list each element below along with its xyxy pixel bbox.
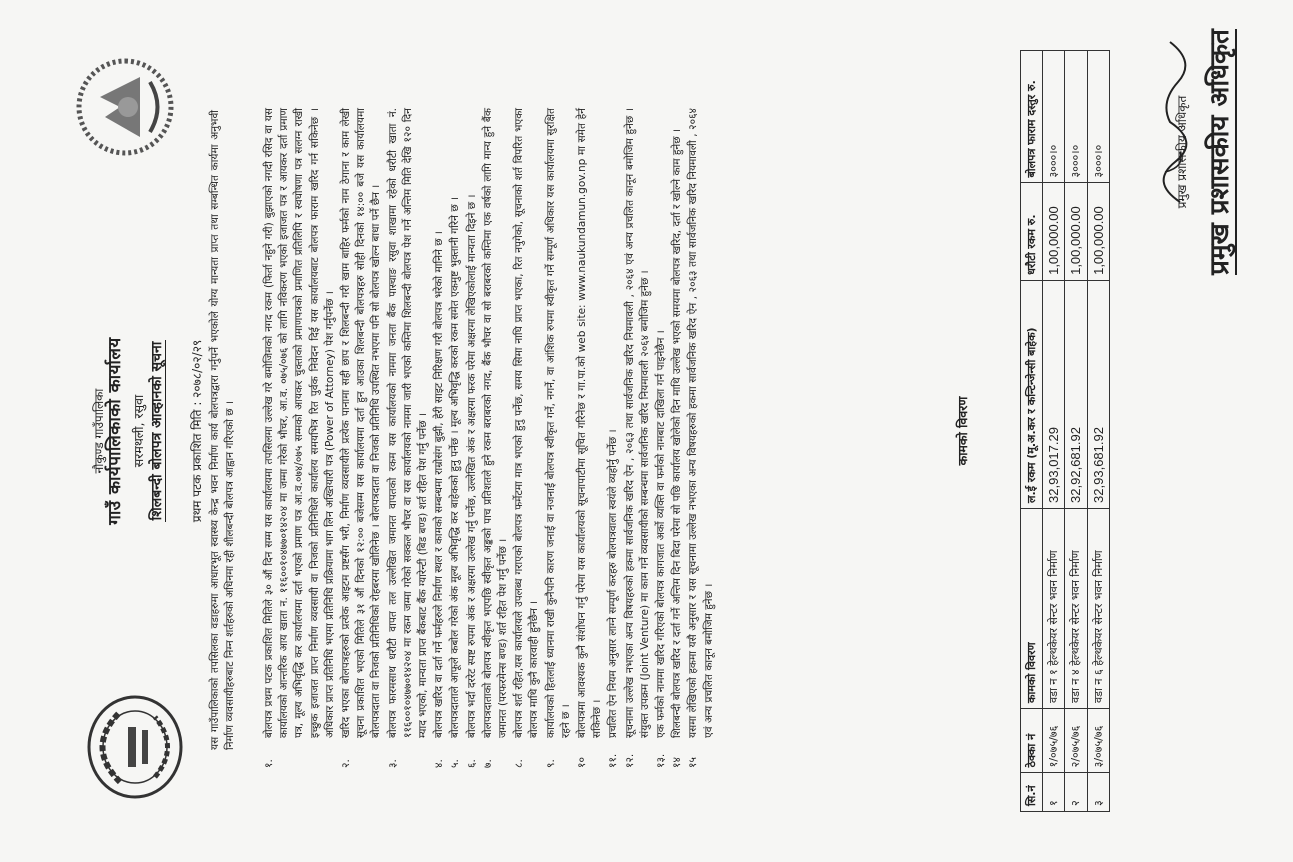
table-cell: 32,93,681.92 xyxy=(1087,280,1109,508)
table-cell: 32,92,681.92 xyxy=(1065,280,1087,508)
table-cell: ३०००।० xyxy=(1065,51,1087,183)
clause-item xyxy=(448,108,463,768)
clause-item xyxy=(544,108,574,768)
clause-item xyxy=(654,108,669,768)
table-cell: २/०७५/७६ xyxy=(1065,708,1087,772)
table-row xyxy=(1087,51,1109,812)
clause-text: बोलपत्र खरिद वा दर्ता गर्ने फर्महरुले निर्माण स्थल र कामको सम्बन्धमा राम्रोसंग बुझी, हेरी साइट निरिक्षण गरी बोलपत्र भरेको मानिने छ । xyxy=(433,231,446,738)
clause-item xyxy=(623,108,653,768)
clause-item xyxy=(262,108,338,768)
clause-text: बोलपत्र भर्दा दररेट स्पष्ट रुपमा अंक र अक्षरमा उल्लेख गर्नु पर्नेछ, उल्लेखित अंक र अक्षरमा फरक परेमा अक्षरमा लेखिएकोलाई मान्यता दिइने छ । xyxy=(465,194,478,738)
clause-text: खरिद भएका बोलपत्रहरुको प्रत्येक आइटम प्रष्टसँग भरी, निर्माण व्यवसायीले प्रत्येक पानामा सही छाप र शिलबन्दी गरी खाम बाहिर फर्मको नाम ठेगाना र काम लेखी सूचना प्रकाशित भएको मितिले ३१ औं दिनको १२:०० बजेसम्म यस कार्यालयमा दर्ता हुन आउका शिलबन्दी बोलपत्रहरु सोही दिनको १४:०० बजे यस कार्यालयमा बोलपत्रदाता वा निजको प्रतिनिधिको रोहबरमा खोलिनेछ । बोलपत्रदाता वा निजको प्रतिनिधि उपस्थित नभएमा पनि सो बोलपत्र खोल्न बाधा पर्ने छैन । xyxy=(340,108,383,738)
clause-text: बोलपत्र शर्त रहित,यस कार्यालयले उपलब्ध गराएको बोलपत्र फर्मेटमा मात्र भएको हुनु पर्नेछ, समय सिमा नाघि प्राप्त भएका, रित नपुगेको, सूचनाको शर्त विपरित भएका बोलपत्र माथि कुनै कारवाही हुनेछैन । xyxy=(513,108,541,738)
table-cell: १/०७५/७६ xyxy=(1043,708,1065,772)
table-cell: २ xyxy=(1065,773,1087,812)
clause-text: बोलपत्रमा आवश्यक कुनै संशोधन गर्नु परेमा यस कार्यालयको सूचनापाटीमा सूचित गरिनेछ र गा.पा.को web site: www.naukundamun.gov.np मा समेत हेर्न सकिनेछ । xyxy=(576,108,604,738)
column-header: धरौटी रकम रु. xyxy=(1021,183,1043,280)
clause-item xyxy=(481,108,511,768)
clauses-list xyxy=(262,108,718,768)
column-header: बोलपत्र फाराम दस्तुर रु. xyxy=(1021,51,1043,183)
clause-number: १४ xyxy=(671,757,684,768)
table-cell: वडा न ४ हेल्थकेयर सेन्टर भवन निर्माण xyxy=(1065,508,1087,708)
municipality-name: नौकुण्ड गाउँपालिका xyxy=(92,388,106,474)
clause-text: बोलपत्र प्रथम पटक प्रकाशित मितिले ३० औं दिन सम्म यस कार्यालयमा तपसिलमा उल्लेख गरे बमोजिमको नगद रकम (फिर्ता नहुने गरी) बुझाएको नगदी रसिद वा यस कार्यालयको आन्तरिक आय खाता न. ११६००१०४७७०१४२०४ मा जम्मा गरेको भौचर, आ.व. ०७५/०७६ को लागि नविकरण भएको इजाजत पत्र र आयकर दर्ता प्रमाण पत्र, मूल्य अभिवृद्धि कर कार्यालयमा दर्ता भएको प्रमाण पत्र आ.व.०७४/०७५ सम्मको आयकर चुक्ताको प्रमाणपत्रको प्रमाणित प्रतिलिपि र स्वघोषणा पत्र सलग्न राखी इच्छुक इजाजत प्राप्त निर्माण व्यवसायी वा निजको प्रतिनिधिले कार्यालय समयभित्र रित पुर्वक निवेदन दिई यस कार्यालयबाट बोलपत्र फाराम खरिद गर्न सकिनेछ । अधिकार प्राप्त प्रतिनिधि भएमा प्रतिनिधि प्रक्रियामा भाग लिन अख्तियारी पत्र (Power of Attorney) पेश गर्नुपर्नेछ । xyxy=(263,108,336,738)
column-header: ल.ई रकम (मू.अ.कर र कन्टिन्जेन्सी बाहेक) xyxy=(1021,280,1043,508)
clause-number: १३. xyxy=(655,753,668,768)
clause-text: कार्यालयको हितलाई ध्यानमा राखी कुनैपनि कारण जनाई वा नजनाई बोलपत्र स्वीकृत गर्ने, नगर्ने, वा आंशिक रुपमा स्वीकृत गर्ने सम्पूर्ण अधिकार यस कार्यालयमा सुरक्षित रहने छ । xyxy=(544,108,572,738)
table-cell: 1,00,000.00 xyxy=(1065,183,1087,280)
clause-item xyxy=(686,108,716,768)
signatory-title: प्रमुख प्रशासकीय अधिकृत xyxy=(1175,95,1189,209)
table-cell: वडा न ६ हेल्थकेयर सेन्टर भवन निर्माण xyxy=(1087,508,1109,708)
clause-number: ८. xyxy=(513,759,526,768)
clause-text: सूचनामा उल्लेख नभएका अन्य विषयहरुको हकमा सार्वजनिक खरिद ऐन , २०६३ तथा सार्वजनिक खरिद नियमावली , २०६४ एवं अन्य प्रचलित कानून बमोजिम हुनेछ । संयुक्त उपक्रम (Joint Venture) मा काम गर्ने व्यवसायीको सम्बन्धमा सार्वजनिक खरिद नियमावली २०६४ बमोजिम हुनेछ । xyxy=(623,108,651,738)
table-header-row xyxy=(1021,51,1043,812)
clause-text: शिलबन्दी बोलपत्र खरिद र दर्ता गर्ने अन्तिम दिन बिदा परेमा सो पछि कार्यालय खोलेको दिन माथि उल्लेख भएको समयमा बोलपत्र खरिद, दर्ता र खोल्ने काम हुनेछ । xyxy=(671,129,684,738)
table-cell: ३०००।० xyxy=(1087,51,1109,183)
clause-number: १५ xyxy=(687,757,700,768)
table-cell: ३/०७५/७६ xyxy=(1087,708,1109,772)
clause-number: ५. xyxy=(449,759,462,768)
clause-item xyxy=(432,108,447,768)
clause-item xyxy=(339,108,385,768)
clause-text: यसमा लेखिएको हकमा यसै अनुसार र यस सूचनामा उल्लेख नभएका अन्य विषयहरुको हकमा सार्वजनिक खरिद ऐन , २०६३ तथा सार्वजनिक खरिद नियमावली , २०६४ एवं अन्य प्रचलित कानून बमोजिम हुनेछ । xyxy=(687,108,715,738)
table-cell: १ xyxy=(1043,773,1065,812)
clause-text: बोलपत्र फारमसाथ धरौटी वापत तल उल्लेखित जमानत वापतको रकम यस कार्यालयको नाममा जनता बैंक पास्चाङ रसुवा शाखामा रहेको धरौटी खाता नं. ११६००१०४७७०१४२०४ मा रकम जम्मा गरेको सक्कल भौचर वा यस कार्यालयको नाममा जारी भएको कम्तिमा शिलबन्दी बोलपत्र पेश गर्ने अन्तिम मिति देखि १२० दिन म्याद भएको, मान्यता प्राप्त बैंकबाट बैंक ग्यारेन्टी (बिड बण्ड) शर्त रहित पेश गर्नु पर्नेछ । xyxy=(386,108,430,738)
clause-text: बोलपत्रदाताले आफूले कबोल गरेको अंक मूल्य अभिवृद्धि कर बाहेकको हुनु पर्नेछ । मूल्य अभिवृद्धि करको रकम समेत एकमुष्ट भुक्तानी गरिने छ । xyxy=(449,196,462,738)
clause-number: ७. xyxy=(481,759,494,768)
clause-item xyxy=(670,108,685,768)
work-details-table xyxy=(1020,50,1110,812)
clause-number: ४. xyxy=(433,759,446,768)
table-cell: 32,93,017.29 xyxy=(1043,280,1065,508)
official-stamp-text: प्रमुख प्रशासकीय अधिकृत xyxy=(1205,29,1235,275)
clause-item xyxy=(512,108,542,768)
table-row xyxy=(1065,51,1087,812)
clause-text: बोलपत्रदाताको बोलपत्र स्वीकृत भएपछि स्वीकृत अङ्कको पाच प्रतिशतले हुने रकम बराबरको नगद, बैंक भौचर वा सो बराबरको कम्तिमा एक वर्षको लागि मान्य हुने बैंक जमानत (परफरमेन्स बण्ड) शर्त रहित पेश गर्नु पर्नेछ । xyxy=(481,108,510,738)
table-cell: 1,00,000.00 xyxy=(1087,183,1109,280)
column-header: कामको विवरण xyxy=(1021,508,1043,708)
clause-number: ९. xyxy=(544,759,557,768)
clause-number: १० xyxy=(576,757,589,768)
clause-number: १२. xyxy=(623,753,636,768)
clause-number: २. xyxy=(340,759,353,768)
table-cell: 1,00,000.00 xyxy=(1043,183,1065,280)
clause-number: ३. xyxy=(386,759,399,768)
office-name: गाउँ कार्यपालिकाको कार्यालय xyxy=(105,337,125,525)
clause-item xyxy=(386,108,432,768)
clause-item xyxy=(465,108,480,768)
clause-item xyxy=(606,108,621,768)
table-cell: ३ xyxy=(1087,773,1109,812)
published-date: प्रथम पटक प्रकाशित मिति : २०७८/०२/२९ xyxy=(190,339,204,523)
clause-item xyxy=(575,108,605,768)
intro-paragraph: यस गाउँपालिकाको तपसिलका वडाहरुमा आधारभूत स्वास्थ्य केन्द्र भवन निर्माण कार्य बोलपत्रद्वारा गर्नुपर्ने भएकोले योग्य मान्यता प्राप्त तथा सम्बन्धित कार्यमा अनुभवी निर्माण व्यवसायीहरुबाट निम्न शर्तहरुको अधिनमा रही शीलबन्दी बोलपत्र आह्वान गरिएको छ । xyxy=(209,110,237,750)
clause-number: ६. xyxy=(465,759,478,768)
column-header: सि.नं xyxy=(1021,773,1043,812)
office-location: सरमथली, रसुवा xyxy=(131,394,146,468)
clause-number: १. xyxy=(263,759,275,768)
clause-text: प्रचलित ऐन नियम अनुसार लाग्ने सम्पूर्ण करहरु बोलपत्रवाला स्वयंले व्यहोर्नु पर्नेछ । xyxy=(607,429,620,738)
work-details-heading: कामको विवरण xyxy=(955,396,970,466)
notice-title: शिलबन्दी बोलपत्र आव्हानको सूचना xyxy=(149,341,165,521)
table-cell: वडा न १ हेल्थकेयर सेन्टर भवन निर्माण xyxy=(1043,508,1065,708)
signature xyxy=(1140,22,1200,222)
table-row xyxy=(1043,51,1065,812)
column-header: ठेक्का नं xyxy=(1021,708,1043,772)
clause-number: ११. xyxy=(607,753,620,768)
clause-text: एक फर्मको नाममा खरिद गरिएको बोलपत्र कागजात अर्को व्यक्ति वा फर्मको नामबाट दाखिला गर्न पाइनेछैन । xyxy=(655,330,668,738)
table-cell: ३०००।० xyxy=(1043,51,1065,183)
